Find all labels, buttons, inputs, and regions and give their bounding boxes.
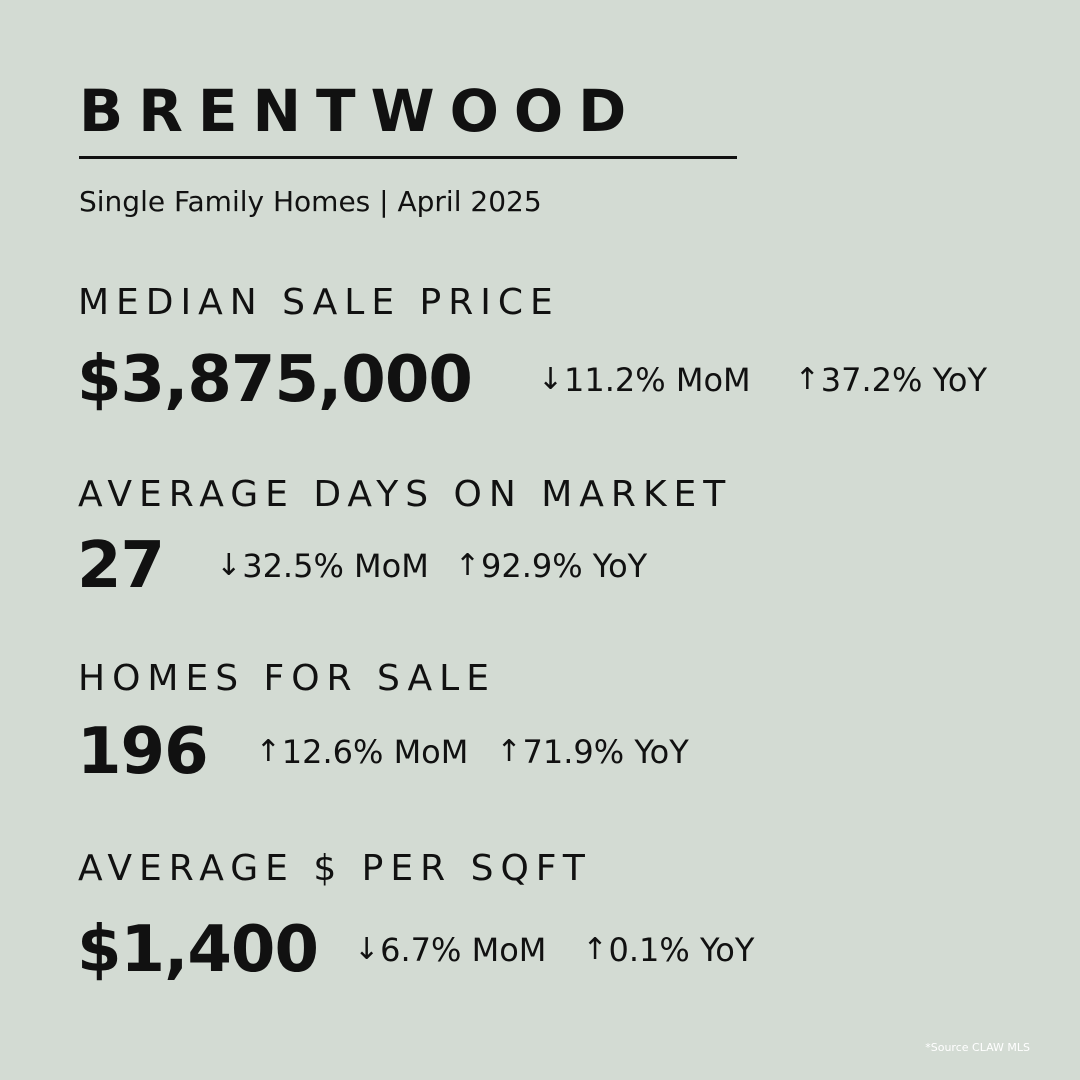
mom-change bbox=[256, 732, 469, 772]
mom-change bbox=[354, 930, 546, 970]
arrow-down-icon: ↓ bbox=[537, 362, 564, 397]
arrow-down-icon: ↓ bbox=[216, 548, 242, 583]
yoy-change bbox=[795, 360, 987, 400]
metric-value: $1,400 bbox=[77, 913, 318, 987]
metric-label-average-days-on-market: AVERAGE DAYS ON MARKET bbox=[78, 474, 733, 515]
metric-label-average-price-per-sqft: AVERAGE $ PER SQFT bbox=[78, 848, 592, 889]
metric-value: 27 bbox=[77, 529, 165, 603]
metric-label-median-sale-price: MEDIAN SALE PRICE bbox=[78, 282, 560, 323]
source-note: *Source CLAW MLS bbox=[925, 1041, 1030, 1054]
yoy-change bbox=[582, 930, 754, 970]
page-subtitle: Single Family Homes | April 2025 bbox=[79, 185, 542, 218]
metric-value: 196 bbox=[77, 715, 208, 789]
page-title: BRENTWOOD bbox=[79, 77, 642, 145]
yoy-change bbox=[455, 546, 647, 586]
mom-change-text: 32.5% MoM bbox=[242, 547, 429, 585]
title-divider bbox=[79, 156, 737, 159]
arrow-up-icon: ↑ bbox=[794, 362, 820, 397]
yoy-change-text: 92.9% YoY bbox=[480, 547, 648, 585]
mom-change-text: 11.2% MoM bbox=[564, 361, 751, 399]
arrow-up-icon: ↑ bbox=[582, 932, 608, 967]
arrow-up-icon: ↑ bbox=[496, 734, 522, 769]
mom-change-text: 6.7% MoM bbox=[380, 931, 547, 969]
yoy-change-text: 0.1% YoY bbox=[608, 931, 755, 969]
mom-change bbox=[538, 360, 751, 400]
yoy-change-text: 71.9% YoY bbox=[522, 733, 689, 771]
metric-value: $3,875,000 bbox=[77, 343, 472, 417]
metric-row-average-price-per-sqft bbox=[77, 910, 754, 990]
yoy-change-text: 37.2% YoY bbox=[820, 361, 988, 399]
metric-row-homes-for-sale bbox=[77, 712, 689, 792]
metric-row-average-days-on-market bbox=[77, 526, 647, 606]
mom-change-text: 12.6% MoM bbox=[281, 733, 469, 771]
arrow-down-icon: ↓ bbox=[353, 932, 380, 967]
metric-row-median-sale-price bbox=[77, 340, 987, 420]
metric-label-homes-for-sale: HOMES FOR SALE bbox=[78, 658, 496, 699]
arrow-up-icon: ↑ bbox=[255, 734, 281, 769]
mom-change bbox=[216, 546, 429, 586]
yoy-change bbox=[496, 732, 688, 772]
arrow-up-icon: ↑ bbox=[454, 548, 480, 583]
